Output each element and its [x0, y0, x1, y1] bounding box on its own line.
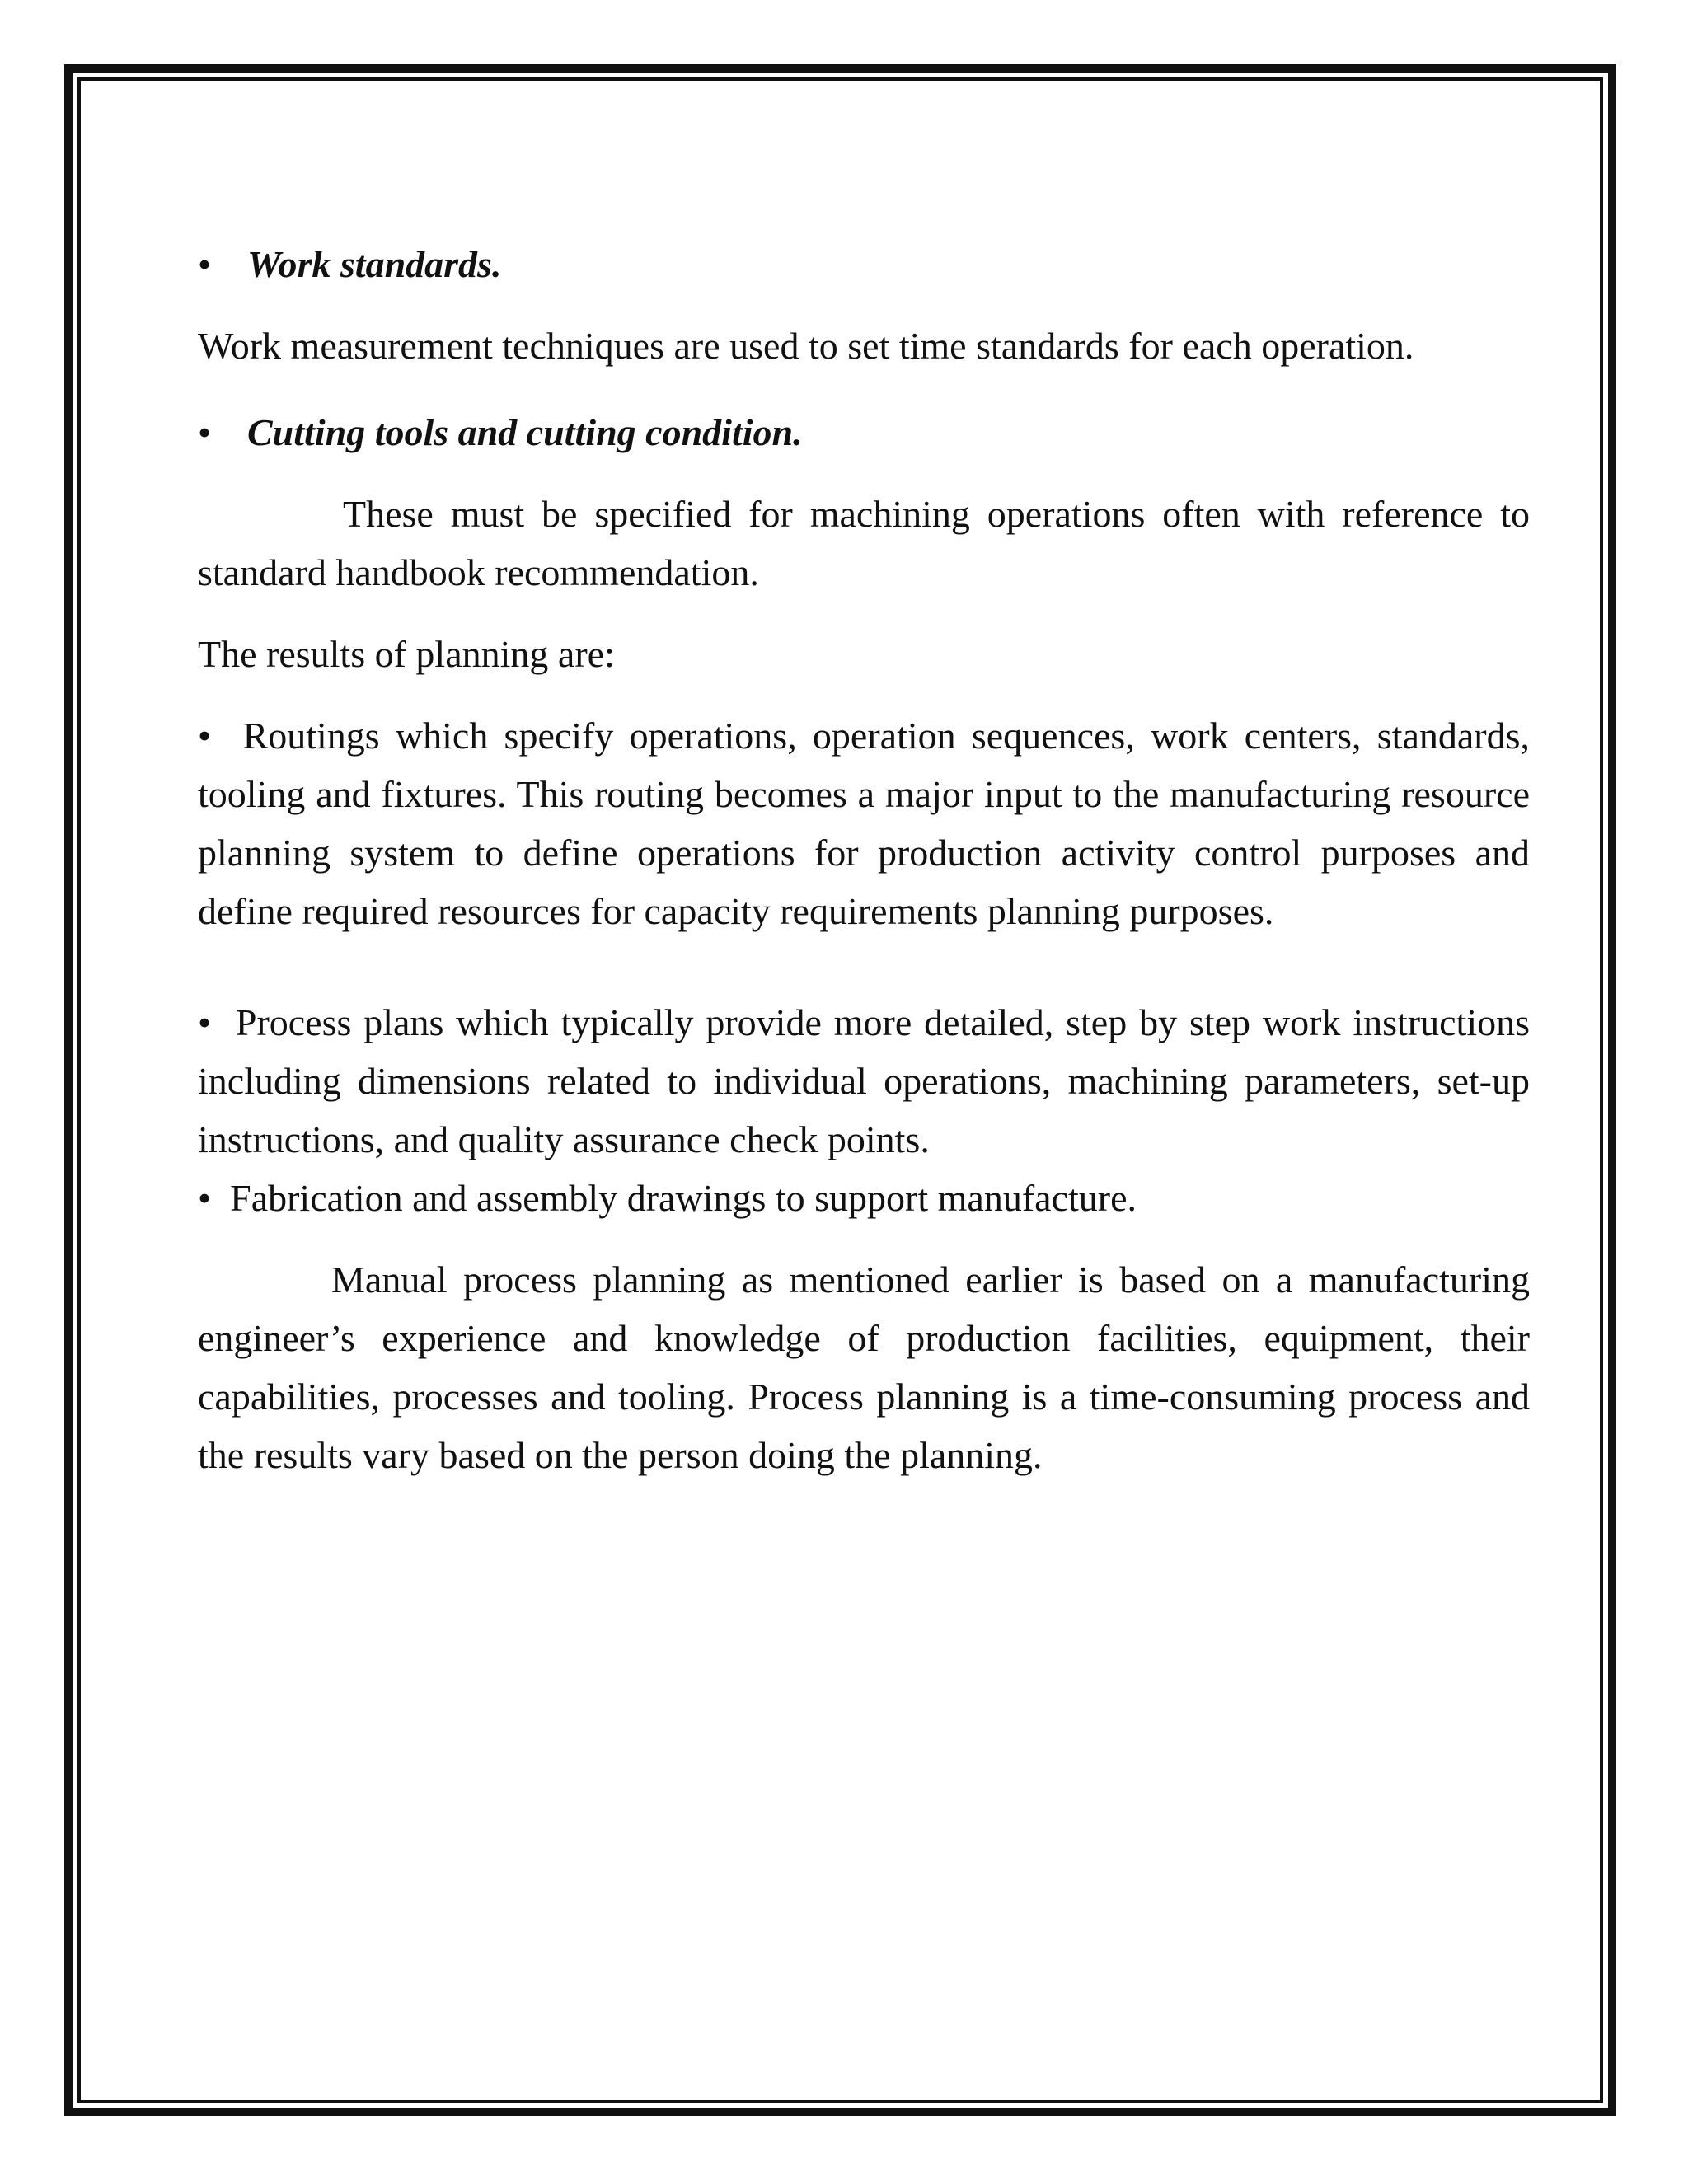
list-item-process-plans	[198, 993, 1530, 1169]
heading-work-standards-text: Work standards.	[247, 243, 502, 285]
paragraph-cutting-tools: These must be specified for machining operations often with reference to standard handbook recommendation.	[198, 493, 1530, 593]
bullet-icon: •	[198, 715, 212, 757]
bullet-icon: •	[198, 411, 212, 453]
list-item-routings-text: Routings which specify operations, operation sequences, work centers, standards, tooling and fixtures. This routing becomes a major input to the manufacturing resource planning system to define operations for production activity control purposes and define required resources for capacity requirements planning purposes.	[198, 715, 1531, 932]
list-item-fabrication-text: Fabrication and assembly drawings to support manufacture.	[230, 1177, 1137, 1219]
heading-cutting-tools-text: Cutting tools and cutting condition.	[247, 411, 803, 453]
bullet-icon: •	[198, 243, 212, 285]
paragraph-manual-planning: Manual process planning as mentioned earlier is based on a manufacturing engineer’s experience and knowledge of production facilities, equipment, their capabilities, processes and tooling. Process planning is a time-consuming process and the results vary based on the person doing the planning.	[198, 1258, 1530, 1476]
list-item-process-plans-text: Process plans which typically provide more detailed, step by step work instructions including dimensions related to individual operations, machining parameters, set-up instructions, and quality assurance check points.	[198, 1001, 1530, 1160]
list-item-fabrication	[198, 1169, 1530, 1227]
list-item-routings	[198, 706, 1530, 940]
heading-cutting-tools	[198, 403, 1530, 462]
document-body	[198, 235, 1530, 1484]
heading-work-standards	[198, 235, 1530, 293]
paragraph-work-standards: Work measurement techniques are used to set time standards for each operation.	[198, 325, 1414, 367]
bullet-icon: •	[198, 1177, 212, 1219]
results-intro: The results of planning are:	[198, 633, 615, 675]
bullet-icon: •	[198, 1001, 212, 1043]
